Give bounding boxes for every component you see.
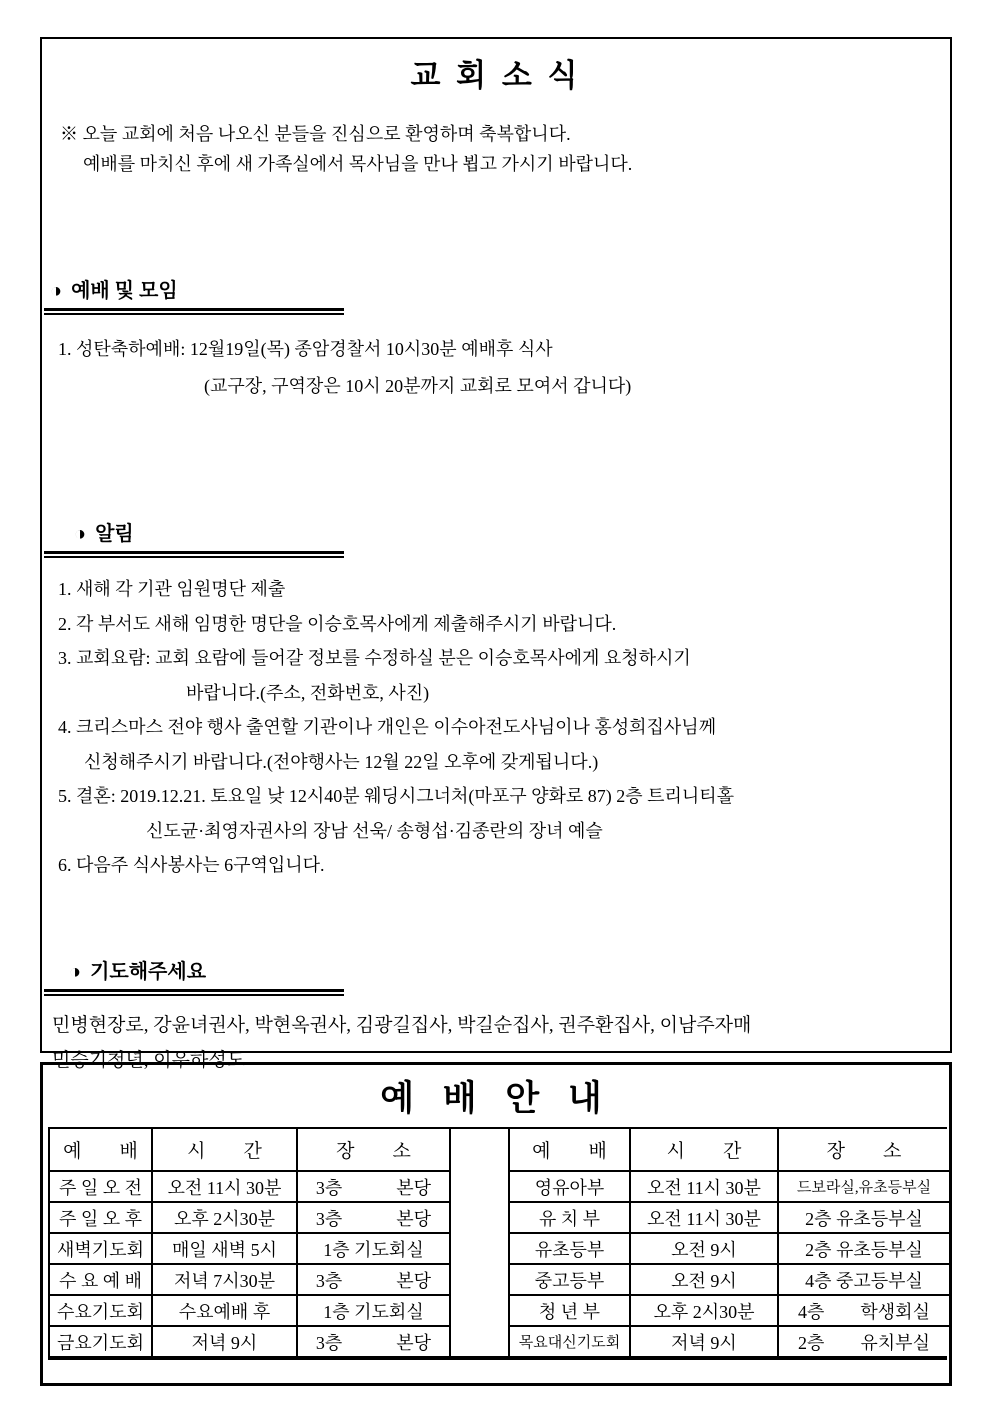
page-title: 교 회 소 식 — [410, 58, 582, 93]
table-cell: 저녁 9시 — [630, 1326, 778, 1356]
notices-list — [58, 572, 950, 883]
notice-line: 바랍니다.(주소, 전화번호, 사진) — [186, 682, 430, 703]
welcome-line-1: ※ 오늘 교회에 처음 나오신 분들을 진심으로 환영하며 축복합니다. — [60, 124, 571, 144]
table-cell: 오전 9시 — [630, 1233, 778, 1264]
welcome-note — [60, 119, 930, 179]
table-cell: 3층 본당 — [297, 1202, 450, 1233]
table-header-cell: 시 간 — [630, 1129, 778, 1171]
welcome-line-2: 예배를 마치신 후에 새 가족실에서 목사님을 만나 뵙고 가시기 바랍니다. — [83, 154, 633, 174]
table-row — [509, 1233, 950, 1264]
notice-line: 5. 결혼: 2019.12.21. 토요일 낮 12시40분 웨딩시그너처(마포구 양화로 87) 2층 트리니티홀 — [58, 786, 735, 806]
table-cell: 3층 본당 — [297, 1326, 450, 1356]
table-cell: 오전 9시 — [630, 1264, 778, 1295]
table-cell: 2층 유초등부실 — [778, 1233, 950, 1264]
table-cell: 매일 새벽 5시 — [152, 1233, 297, 1264]
heading-underline — [44, 989, 344, 996]
table-header-cell: 예 배 — [509, 1129, 630, 1171]
table-cell: 2층 유치부실 — [778, 1326, 950, 1356]
table-row — [49, 1202, 450, 1233]
table-row — [49, 1233, 450, 1264]
table-cell: 4층 학생회실 — [778, 1295, 950, 1326]
notice-line: 1. 새해 각 기관 임원명단 제출 — [58, 579, 286, 599]
half-circle-bullet-icon: ◑ — [69, 960, 82, 983]
table-row — [49, 1295, 450, 1326]
table-cell: 영유아부 — [509, 1171, 630, 1202]
notice-line: 2. 각 부서도 새해 임명한 명단을 이승호목사에게 제출해주시기 바랍니다. — [58, 613, 617, 634]
worship-guide-panel — [40, 1062, 952, 1386]
table-cell: 오전 11시 30분 — [152, 1171, 297, 1202]
table-cell: 새벽기도회 — [49, 1233, 152, 1264]
table-row — [509, 1295, 950, 1326]
notice-line: 3. 교회요람: 교회 요람에 들어갈 정보를 수정하실 분은 이승호목사에게 요청하시기 — [58, 648, 691, 668]
notice-line: 신청해주시기 바랍니다.(전야행사는 12월 22일 오후에 갖게됩니다.) — [84, 751, 599, 772]
table-cell: 청 년 부 — [509, 1295, 630, 1326]
worship-tables — [48, 1127, 947, 1360]
table-cell: 1층 기도회실 — [297, 1233, 450, 1264]
section-heading-label: 알림 — [95, 523, 134, 545]
table-cell: 주 일 오 후 — [49, 1202, 152, 1233]
table-row — [509, 1264, 950, 1295]
table-cell: 3층 본당 — [297, 1264, 450, 1295]
section-worship-meetings — [44, 274, 950, 405]
table-header-cell: 장 소 — [297, 1129, 450, 1171]
table-cell: 수요기도회 — [49, 1295, 152, 1326]
half-circle-bullet-icon: ◑ — [50, 280, 63, 302]
table-cell: 금요기도회 — [49, 1326, 152, 1356]
table-header-cell: 예 배 — [49, 1129, 152, 1171]
table-cell: 수요예배 후 — [152, 1295, 297, 1326]
table-cell: 저녁 9시 — [152, 1326, 297, 1356]
table-cell: 유초등부 — [509, 1233, 630, 1264]
section-heading-label: 예배 및 모임 — [71, 280, 178, 302]
table-cell: 유 치 부 — [509, 1202, 630, 1233]
table-cell: 오후 2시30분 — [630, 1295, 778, 1326]
table-cell: 오전 11시 30분 — [630, 1202, 778, 1233]
table-cell: 저녁 7시30분 — [152, 1264, 297, 1295]
table-header-cell: 시 간 — [152, 1129, 297, 1171]
meetings-item-line-2: (교구장, 구역장은 10시 20분까지 교회로 모여서 갑니다) — [204, 376, 632, 396]
half-circle-bullet-icon: ◑ — [74, 523, 87, 545]
meetings-item — [58, 331, 950, 405]
table-row — [509, 1202, 950, 1233]
heading-underline — [44, 308, 344, 315]
heading-underline — [44, 551, 344, 558]
table-cell: 1층 기도회실 — [297, 1295, 450, 1326]
table-row — [49, 1264, 450, 1295]
notice-line: 6. 다음주 식사봉사는 6구역입니다. — [58, 855, 325, 875]
table-cell: 오후 2시30분 — [152, 1202, 297, 1233]
church-news-panel — [40, 37, 952, 1071]
section-heading-label: 기도해주세요 — [90, 960, 207, 983]
notice-line: 4. 크리스마스 전야 행사 출연할 기관이나 개인은 이수아전도사님이나 홍성희집사님께 — [58, 717, 717, 737]
table-cell: 수 요 예 배 — [49, 1264, 152, 1295]
table-cell: 중고등부 — [509, 1264, 630, 1295]
table-row — [509, 1326, 950, 1356]
worship-table-left — [48, 1129, 451, 1356]
table-cell: 오전 11시 30분 — [630, 1171, 778, 1202]
notice-line: 신도균·최영자권사의 장남 선욱/ 송형섭·김종란의 장녀 예슬 — [146, 820, 603, 841]
table-header-row — [509, 1129, 950, 1171]
meetings-item-line-1: 1. 성탄축하예배: 12월19일(목) 종암경찰서 10시30분 예배후 식사 — [58, 339, 553, 359]
prayer-names-line-1: 민병현장로, 강윤녀권사, 박현옥권사, 김광길집사, 박길순집사, 권주환집사, 이남주자매 — [52, 1014, 752, 1036]
table-cell: 드보라실,유초등부실 — [778, 1171, 950, 1202]
worship-table-right — [508, 1129, 951, 1356]
section-heading — [44, 517, 950, 551]
table-cell: 주 일 오 전 — [49, 1171, 152, 1202]
table-row — [49, 1326, 450, 1356]
prayer-names-line-2: 민승기청년, 이우하성도 — [52, 1049, 246, 1071]
section-prayer-requests — [44, 955, 950, 1078]
worship-guide-title: 예 배 안 내 — [380, 1079, 612, 1118]
section-notices — [44, 517, 950, 883]
table-row — [509, 1171, 950, 1202]
table-cell: 4층 중고등부실 — [778, 1264, 950, 1295]
section-heading — [44, 274, 950, 308]
table-cell: 목요대신기도회 — [509, 1326, 630, 1356]
table-header-row — [49, 1129, 450, 1171]
table-cell: 2층 유초등부실 — [778, 1202, 950, 1233]
table-row — [49, 1171, 450, 1202]
section-heading — [44, 955, 950, 989]
table-header-cell: 장 소 — [778, 1129, 950, 1171]
table-cell: 3층 본당 — [297, 1171, 450, 1202]
